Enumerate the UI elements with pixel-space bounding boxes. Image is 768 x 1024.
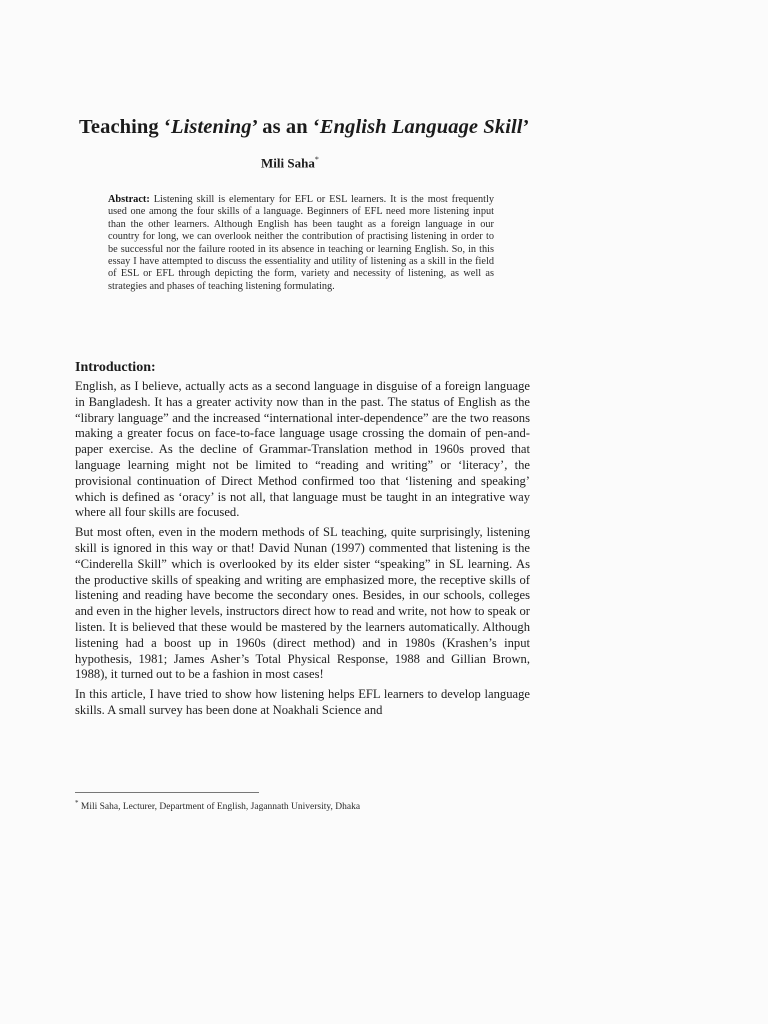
title-suffix: ’ [522,116,530,138]
author-name [261,155,319,171]
abstract-label: Abstract: [108,194,150,205]
abstract [108,194,494,293]
section-heading-introduction: Introduction: [75,360,156,375]
footnote-text: Mili Saha, Lecturer, Department of English, Jagannath University, Dhaka [80,802,361,813]
paragraph: English, as I believe, actually acts as a second language in disguise of a foreign language in Bangladesh. It has a greater activity now than in the past. The status of English as the “library language” and the increased “international inter-dependence” are the two reasons making a greater focus on face-to-face language usage crossing the domain of pen-and-paper exercise. As the decline of Grammar-Translation method in 1960s proved that language learning might not be limited to “reading and writing” or ‘literacy’, the provisional continuation of Direct Method confirmed too that ‘listening and speaking’ which is defined as ‘oracy’ is not all, that language must be taught in an integrative way where all four skills are focused. [75,379,530,520]
footnote [75,799,360,812]
paper-title [79,116,639,139]
title-mid: ’ as an ‘ [251,116,320,138]
title-italic-listening: Listening [170,116,252,138]
footnote-divider [75,792,259,793]
author-text: Mili Saha [261,155,315,171]
title-prefix: Teaching ‘ [79,116,171,138]
paragraph: In this article, I have tried to show how listening helps EFL learners to develop language skills. A small survey has been done at Noakhali Science and [75,687,530,717]
abstract-text: Listening skill is elementary for EFL or ESL learners. It is the most frequently used one among the four skills of a language. Beginners of EFL need more listening input than the other learners. Although English has been taught as a foreign language in our country for long, we can overlook neither the contribution of practising listening in order to be successful nor the failure rooted in its absence in teaching or learning English. So, in this essay I have attempted to discuss the essentiality and utility of listening as a skill in the field of ESL or EFL through depicting the form, variety and necessity of listening, as well as strategies and phases of teaching listening formulating. [108,194,494,292]
author-footnote-mark: * [314,155,319,164]
body-text [75,379,530,723]
title-italic-skill: English Language Skill [319,116,523,138]
paragraph: But most often, even in the modern methods of SL teaching, quite surprisingly, listening skill is ignored in this way or that! David Nunan (1997) commented that listening is the “Cinderella Skill” which is overlooked by its elder sister “speaking” in SL learning. As the productive skills of speaking and writing are emphasized more, the receptive skills of listening and reading have become the secondary ones. Besides, in our schools, colleges and even in the higher levels, instructors direct how to read and write, not how to speak or listen. It is believed that these would be mastered by the learners automatically. Although listening had a boost up in 1960s (direct method) and in 1980s (Krashen’s input hypothesis, 1981; James Asher’s Total Physical Response, 1988 and Gillian Brown, 1988), it turned out to be a fashion in most cases! [75,525,530,682]
footnote-mark: * [75,799,79,807]
